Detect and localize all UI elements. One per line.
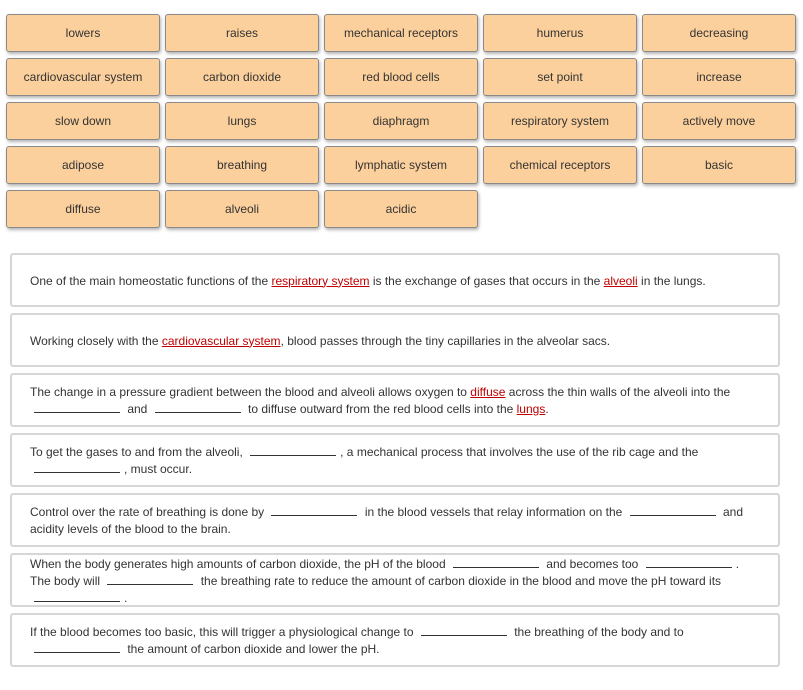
word-chip[interactable]: diaphragm	[324, 102, 478, 140]
answer-blank[interactable]	[34, 590, 120, 602]
word-chip[interactable]: actively move	[642, 102, 796, 140]
word-chip[interactable]: carbon dioxide	[165, 58, 319, 96]
word-chip[interactable]: increase	[642, 58, 796, 96]
word-chip[interactable]: humerus	[483, 14, 637, 52]
answer-blank[interactable]	[271, 504, 357, 516]
word-chip[interactable]: basic	[642, 146, 796, 184]
word-chip[interactable]: red blood cells	[324, 58, 478, 96]
word-chip[interactable]: lowers	[6, 14, 160, 52]
word-chip[interactable]: lungs	[165, 102, 319, 140]
placed-word[interactable]: cardiovascular system	[161, 333, 281, 348]
answer-blank[interactable]	[646, 556, 732, 568]
sentence-text: Control over the rate of breathing is done by in the blood vessels that relay information on the and acidity levels of the blood to the brain.	[30, 505, 743, 536]
placed-word[interactable]: alveoli	[603, 273, 638, 288]
answer-blank[interactable]	[34, 461, 120, 473]
answer-blank[interactable]	[107, 573, 193, 585]
answer-blank[interactable]	[453, 556, 539, 568]
sentence-text: Working closely with the cardiovascular system, blood passes through the tiny capillaries in the alveolar sacs.	[30, 333, 611, 348]
word-chip[interactable]: set point	[483, 58, 637, 96]
sentence-card	[10, 373, 780, 427]
answer-blank[interactable]	[34, 641, 120, 653]
word-chip[interactable]: diffuse	[6, 190, 160, 228]
word-chip[interactable]: breathing	[165, 146, 319, 184]
word-chip[interactable]: acidic	[324, 190, 478, 228]
word-chip[interactable]: slow down	[6, 102, 160, 140]
answer-blank[interactable]	[630, 504, 716, 516]
answer-blank[interactable]	[34, 401, 120, 413]
sentence-card	[10, 433, 780, 487]
sentence-list	[10, 253, 780, 673]
sentence-card	[10, 613, 780, 667]
sentence-card	[10, 313, 780, 367]
answer-blank[interactable]	[250, 444, 336, 456]
sentence-text: If the blood becomes too basic, this will trigger a physiological change to the breathing of the body and to the amount of carbon dioxide and lower the pH.	[30, 625, 684, 656]
word-chip[interactable]: mechanical receptors	[324, 14, 478, 52]
sentence-card	[10, 253, 780, 307]
word-chip[interactable]: alveoli	[165, 190, 319, 228]
placed-word[interactable]: lungs	[516, 402, 546, 416]
sentence-card	[10, 493, 780, 547]
sentence-text: When the body generates high amounts of carbon dioxide, the pH of the blood and becomes too . The body will the breathing rate to reduce the amount of carbon dioxide in the blood and move the pH toward its .	[30, 556, 740, 605]
word-chip[interactable]: raises	[165, 14, 319, 52]
answer-blank[interactable]	[421, 624, 507, 636]
word-chip[interactable]: respiratory system	[483, 102, 637, 140]
placed-word[interactable]: diffuse	[470, 385, 506, 399]
word-bank	[6, 14, 796, 228]
placed-word[interactable]: respiratory system	[271, 273, 370, 288]
sentence-text: To get the gases to and from the alveoli, , a mechanical process that involves the use of the rib cage and the , must occur.	[30, 445, 699, 476]
word-chip[interactable]: cardiovascular system	[6, 58, 160, 96]
sentence-text: One of the main homeostatic functions of the respiratory system is the exchange of gases that occurs in the alveoli in the lungs.	[30, 273, 706, 288]
word-chip[interactable]: adipose	[6, 146, 160, 184]
word-chip[interactable]: decreasing	[642, 14, 796, 52]
answer-blank[interactable]	[155, 401, 241, 413]
sentence-text: The change in a pressure gradient between the blood and alveoli allows oxygen to diffuse across the thin walls of the alveoli into the and to diffuse outward from the red blood cells into the lungs.	[30, 385, 731, 416]
word-chip[interactable]: chemical receptors	[483, 146, 637, 184]
word-chip[interactable]: lymphatic system	[324, 146, 478, 184]
sentence-card	[10, 553, 780, 607]
